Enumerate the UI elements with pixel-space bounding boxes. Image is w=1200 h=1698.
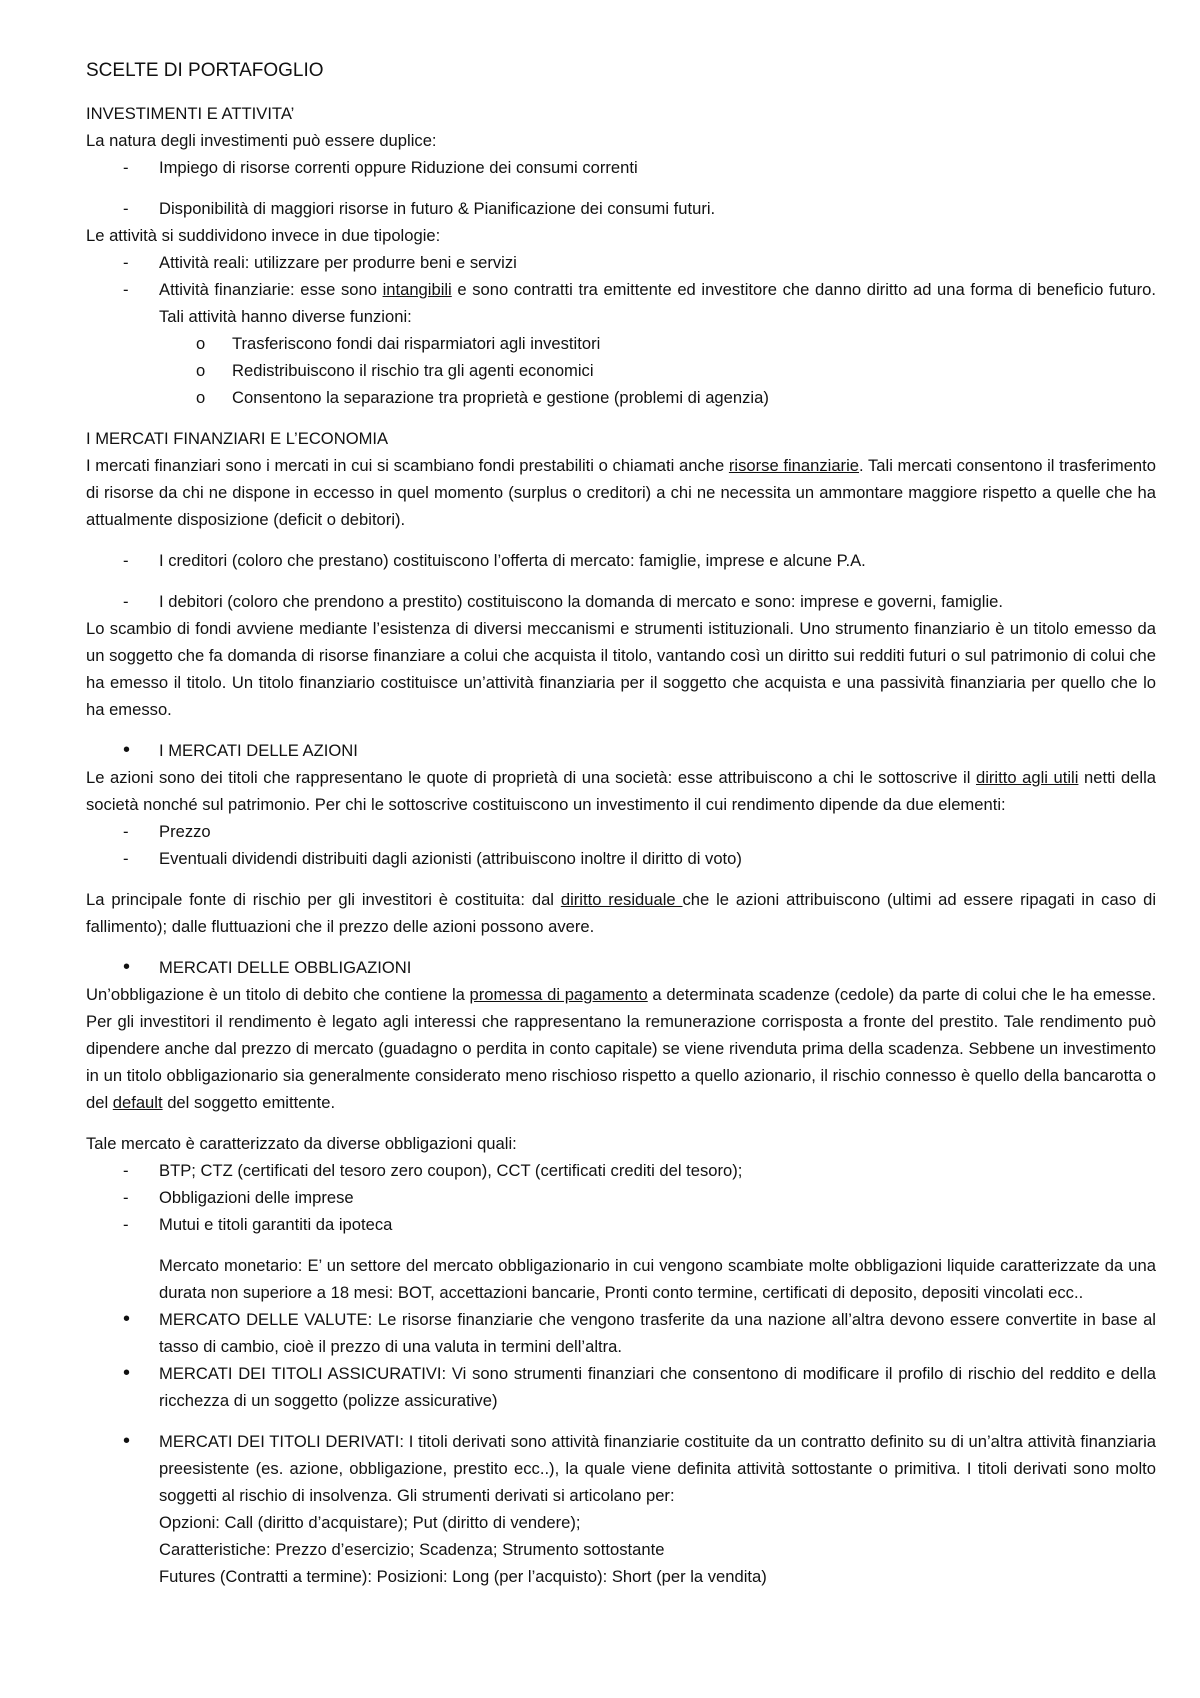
paragraph (86, 981, 1156, 1116)
list-item: - Mutui e titoli garantiti da ipoteca (86, 1211, 1156, 1238)
paragraph (86, 764, 1156, 818)
derivati-line: Caratteristiche: Prezzo d’esercizio; Scadenza; Strumento sottostante (159, 1540, 665, 1559)
list-item: - Impiego di risorse correnti oppure Riduzione dei consumi correnti (86, 154, 1156, 181)
dash-list (86, 249, 1156, 330)
list-item: o Consentono la separazione tra proprietà e gestione (problemi di agenzia) (86, 384, 1156, 411)
section-heading-investimenti: INVESTIMENTI E ATTIVITA’ (86, 104, 295, 123)
list-item (86, 276, 1156, 330)
circle-list (86, 330, 1156, 411)
bullet-derivati (86, 1428, 1156, 1590)
text-run: e sono contratti tra emittente ed investitore che danno diritto ad una forma di beneficio futuro. Tali attività hanno diverse funzioni: (159, 280, 1156, 326)
text-run: La principale fonte di rischio per gli investitori è costituita: dal (86, 890, 561, 909)
text-run: netti della società nonché sul patrimonio. Per chi le sottoscrive costituiscono un investimento il cui rendimento dipende da due elementi: (86, 768, 1156, 814)
text-run: • MERCATI DEI TITOLI DERIVATI: I titoli derivati sono attività finanziarie costituite da un contratto definito su di un’altra attività finanziaria preesistente (es. azione, obbligazione, prestito ecc..), la quale viene definita attività sottostante o primitiva. I titoli derivati sono molto soggetti al rischio di insolvenza. Gli strumenti derivati si articolano per: (159, 1432, 1156, 1505)
list-item: - Eventuali dividendi distribuiti dagli azionisti (attribuiscono inoltre il diritto di voto) (86, 845, 1156, 872)
section-heading-azioni: • I MERCATI DELLE AZIONI (86, 737, 1156, 764)
paragraph (86, 452, 1156, 533)
dash-list (86, 818, 1156, 872)
paragraph: La natura degli investimenti può essere duplice: (86, 131, 437, 150)
underlined-term: diritto agli utili (975, 768, 1079, 787)
underlined-term: risorse finanziarie (728, 456, 859, 475)
bullet-list (86, 737, 1156, 764)
list-item: - Obbligazioni delle imprese (86, 1184, 1156, 1211)
bullet-list (86, 954, 1156, 981)
paragraph-mercato-monetario: Mercato monetario: E’ un settore del mercato obbligazionario in cui vengono scambiate molte obbligazioni liquide caratterizzate da una durata non superiore a 18 mesi: BOT, accettazioni bancarie, Pronti conto termine, certificati di deposito, depositi vincolati ecc.. (159, 1256, 1156, 1302)
paragraph: Tale mercato è caratterizzato da diverse obbligazioni quali: (86, 1134, 517, 1153)
text-run: a determinata scadenze (cedole) da parte di colui che le ha emesse. Per gli investitori il rendimento è legato agli interessi che rappresentano la remunerazione corrisposta a fronte del prestito. Tale rendimento può dipendere anche dal prezzo di mercato (guadagno o perdita in conto capitale) se viene rivenduta prima della scadenza. Sebbene un investimento in un titolo obbligazionario sia generalmente considerato meno rischioso rispetto a quello azionario, il rischio connesso è quello della bancarotta o del (86, 985, 1156, 1112)
underlined-term: promessa di pagamento (469, 985, 648, 1004)
document-page (86, 56, 1156, 1590)
list-item: - I creditori (coloro che prestano) costituiscono l’offerta di mercato: famiglie, imprese e alcune P.A. (86, 547, 1156, 574)
text-run: del soggetto emittente. (162, 1093, 336, 1112)
dash-list (86, 154, 1156, 222)
section-heading-mercati-finanziari: I MERCATI FINANZIARI E L’ECONOMIA (86, 429, 389, 448)
underlined-term: default (112, 1093, 163, 1112)
dash-list (86, 547, 1156, 615)
list-item: o Redistribuiscono il rischio tra gli agenti economici (86, 357, 1156, 384)
section-heading-obbligazioni: • MERCATI DELLE OBBLIGAZIONI (86, 954, 1156, 981)
list-item: - I debitori (coloro che prendono a prestito) costituiscono la domanda di mercato e sono: imprese e governi, famiglie. (86, 588, 1156, 615)
bullet-valute: • MERCATO DELLE VALUTE: Le risorse finanziarie che vengono trasferite da una nazione all’altra devono essere convertite in base al tasso di cambio, cioè il prezzo di una valuta in termini dell’altra. (86, 1306, 1156, 1360)
dash-list (86, 1157, 1156, 1238)
text-run: Attività finanziarie: esse sono (159, 280, 383, 299)
derivati-line: Futures (Contratti a termine): Posizioni: Long (per l’acquisto): Short (per la vendita) (159, 1567, 767, 1586)
list-item: - BTP; CTZ (certificati del tesoro zero coupon), CCT (certificati crediti del tesoro); (86, 1157, 1156, 1184)
page-title: SCELTE DI PORTAFOGLIO (86, 60, 324, 81)
text-run: che le azioni attribuiscono (ultimi ad essere ripagati in caso di fallimento); dalle fluttuazioni che il prezzo delle azioni possono avere. (86, 890, 1157, 936)
paragraph (86, 886, 1156, 940)
bullet-list (86, 1306, 1156, 1590)
paragraph: Le attività si suddividono invece in due tipologie: (86, 226, 441, 245)
text-run: . Tali mercati consentono il trasferimento di risorse da chi ne dispone in eccesso in quel momento (surplus o creditori) a chi ne necessita un ammontare maggiore rispetto a quelle che ha attualmente disposizione (deficit o debitori). (86, 456, 1156, 529)
text-run: Le azioni sono dei titoli che rappresentano le quote di proprietà di una società: esse attribuiscono a chi le sottoscrive il (86, 768, 976, 787)
list-item: o Trasferiscono fondi dai risparmiatori agli investitori (86, 330, 1156, 357)
derivati-line: Opzioni: Call (diritto d’acquistare); Put (diritto di vendere); (159, 1513, 581, 1532)
text-run: I mercati finanziari sono i mercati in cui si scambiano fondi prestabiliti o chiamati anche (86, 456, 729, 475)
bullet-assicurativi: • MERCATI DEI TITOLI ASSICURATIVI: Vi sono strumenti finanziari che consentono di modificare il profilo di rischio del reddito e della ricchezza di un soggetto (polizze assicurative) (86, 1360, 1156, 1414)
paragraph: Lo scambio di fondi avviene mediante l’esistenza di diversi meccanismi e strumenti istituzionali. Uno strumento finanziario è un titolo emesso da un soggetto che fa domanda di risorse finanziare a colui che acquista il titolo, vantando così un diritto sui redditi futuri o sul patrimonio di colui che ha emesso il titolo. Un titolo finanziario costituisce un’attività finanziaria per il soggetto che acquista e una passività finanziaria per quello che lo ha emesso. (86, 619, 1156, 719)
text-run: Un’obbligazione è un titolo di debito che contiene la (86, 985, 470, 1004)
list-item: - Disponibilità di maggiori risorse in futuro & Pianificazione dei consumi futuri. (86, 195, 1156, 222)
list-item: - Prezzo (86, 818, 1156, 845)
list-item: - Attività reali: utilizzare per produrre beni e servizi (86, 249, 1156, 276)
underlined-term: intangibili (382, 280, 452, 299)
underlined-term: diritto residuale (560, 890, 683, 909)
